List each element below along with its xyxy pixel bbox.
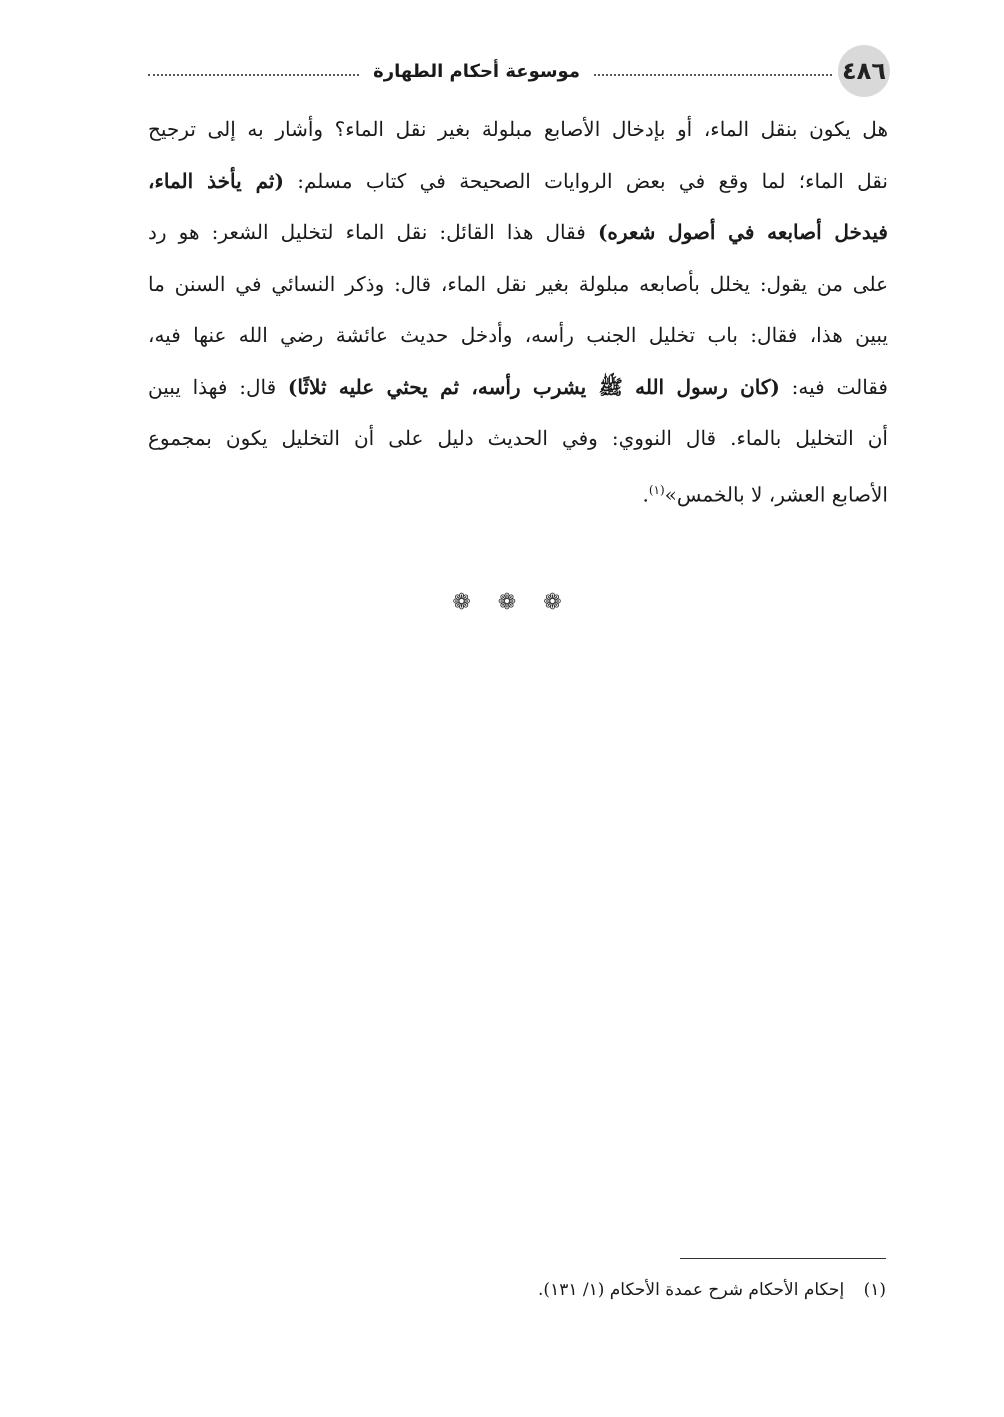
- text-run: أن التخليل بالماء. قال النووي: وفي الحديث دليل على أن التخليل يكون بمجموع: [148, 426, 888, 450]
- text-run: على من يقول: يخلل بأصابعه مبلولة بغير نقل الماء، قال: وذكر النسائي في السنن ما: [148, 271, 888, 296]
- footnote-text: إحكام الأحكام شرح عمدة الأحكام (١/ ١٣١).: [538, 1280, 845, 1300]
- running-header: [148, 44, 890, 98]
- text-run: يبين هذا، فقال: باب تخليل الجنب رأسه، وأدخل حديث عائشة رضي الله عنها فيه،: [148, 323, 888, 347]
- hadith-quote: (كان رسول الله ﷺ يشرب رأسه، ثم يحثي عليه ثلاثًا): [287, 374, 780, 399]
- hadith-quote: (ثم يأخذ الماء،: [148, 168, 284, 193]
- header-dotted-leader-left: [148, 74, 359, 76]
- text-line: [148, 465, 888, 517]
- text-run: قال: فهذا يبين: [148, 374, 288, 399]
- text-line: [148, 156, 888, 208]
- text-run: فقال هذا القائل: نقل الماء لتخليل الشعر: هو رد: [148, 220, 598, 244]
- text-line: [148, 310, 888, 362]
- header-dotted-leader-right: [594, 74, 832, 76]
- text-run: الأصابع العشر، لا بالخمس»: [664, 482, 888, 507]
- main-text: [148, 104, 888, 516]
- text-run: هل يكون بنقل الماء، أو بإدخال الأصابع مبلولة بغير نقل الماء؟ وأشار به إلى ترجيح: [148, 117, 888, 141]
- text-line: [148, 259, 888, 311]
- section-divider-ornament: ❁ ❁ ❁: [452, 590, 572, 615]
- text-line: [148, 413, 888, 465]
- header-title: موسوعة أحكام الطهارة: [373, 60, 580, 82]
- page-number-badge: ٤٨٦: [838, 45, 890, 97]
- footnote-number: (١): [863, 1280, 886, 1300]
- text-line: [148, 104, 888, 156]
- line-end-punctuation: .: [642, 482, 649, 507]
- footnote-reference: (١): [648, 482, 665, 497]
- text-line: [148, 362, 888, 414]
- hadith-quote: فيدخل أصابعه في أصول شعره): [597, 220, 888, 244]
- footnote: [300, 1280, 886, 1300]
- footnote-separator: [680, 1258, 886, 1259]
- text-run: فقالت فيه:: [779, 374, 888, 399]
- text-line: [148, 207, 888, 259]
- text-run: نقل الماء؛ لما وقع في بعض الروايات الصحيحة في كتاب مسلم:: [283, 168, 888, 193]
